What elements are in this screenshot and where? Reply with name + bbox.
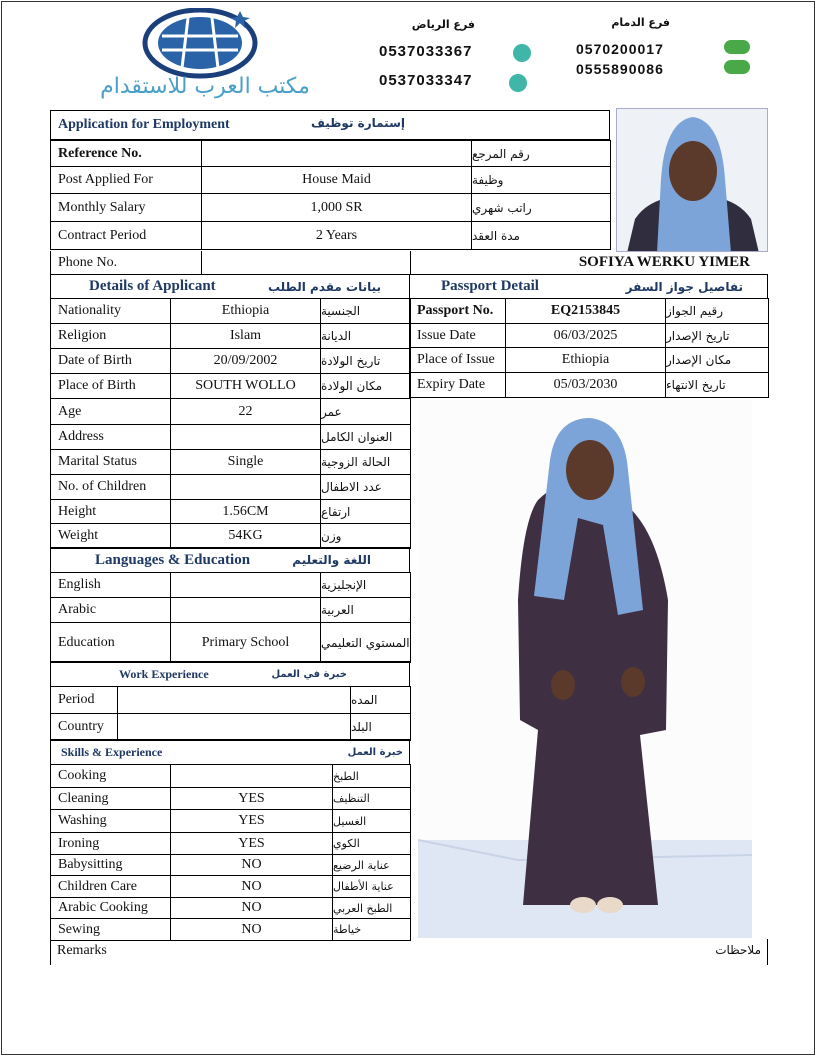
contract-value: 2 Years	[201, 221, 472, 250]
languages-title-ar: اللغة والتعليم	[292, 553, 371, 567]
details-row-6-label: Address	[50, 424, 171, 450]
skills-row-6-value: NO	[170, 875, 333, 898]
skills-row-2-value: YES	[170, 787, 333, 810]
skills-row-1-label-ar: الطبخ	[332, 764, 411, 788]
skills-row-3-label: Washing	[50, 809, 171, 833]
company-logo	[140, 8, 260, 83]
skills-row-3-value: YES	[170, 809, 333, 833]
passport-row-1-label-ar: رقيم الجواز	[665, 298, 769, 324]
skills-row-6-label: Children Care	[50, 875, 171, 898]
skills-row-4-label-ar: الكوي	[332, 832, 411, 855]
work-header	[50, 661, 410, 687]
details-header	[50, 274, 410, 299]
form-title-en: Application for Employment	[50, 110, 610, 140]
work-row-1-label-ar: المده	[350, 686, 411, 714]
skills-title-ar: خبرة العمل	[347, 746, 403, 758]
details-row-1-label-ar: الجنسية	[320, 298, 411, 324]
passport-title-en: Passport Detail	[441, 278, 539, 294]
details-row-4-label-ar: مكان الولادة	[320, 373, 411, 399]
languages-row-2-label: Arabic	[50, 597, 171, 623]
salary-label-ar: راتب شهري	[471, 193, 611, 222]
post-label-ar: وظيفة	[471, 166, 611, 194]
skills-row-4-value: YES	[170, 832, 333, 855]
passport-row-3-value: Ethiopia	[505, 347, 666, 373]
languages-row-2-value	[170, 597, 321, 623]
contract-label-ar: مدة العقد	[471, 221, 611, 250]
details-row-9-label: Height	[50, 499, 171, 524]
skills-row-7-label-ar: الطبخ العربي	[332, 897, 411, 919]
passport-row-1-label: Passport No.	[409, 298, 506, 324]
salary-label: Monthly Salary	[50, 193, 202, 222]
whatsapp-icon	[513, 44, 531, 62]
whatsapp-icon	[509, 74, 527, 92]
passport-header	[409, 274, 768, 299]
skills-row-6-label-ar: عناية الأطفال	[332, 875, 411, 898]
details-row-3-label: Date of Birth	[50, 348, 171, 374]
passport-row-4-value: 05/03/2030	[505, 372, 666, 398]
details-row-2-value: Islam	[170, 323, 321, 349]
skills-title-en: Skills & Experience	[61, 744, 163, 759]
skills-header	[50, 739, 410, 765]
details-row-1-label: Nationality	[50, 298, 171, 324]
passport-row-2-value: 06/03/2025	[505, 323, 666, 348]
reference-label: Reference No.	[50, 140, 202, 167]
languages-row-3-value: Primary School	[170, 622, 321, 663]
skills-row-8-label: Sewing	[50, 918, 171, 941]
details-row-7-label: Marital Status	[50, 449, 171, 475]
details-row-3-value: 20/09/2002	[170, 348, 321, 374]
skills-row-1-value	[170, 764, 333, 788]
form-title-ar: إستمارة توظيف	[310, 116, 405, 130]
post-value: House Maid	[201, 166, 472, 194]
contract-label: Contract Period	[50, 221, 202, 250]
work-title-ar: خبرة في العمل	[271, 668, 347, 680]
dammam-phone-1[interactable]: 0570200017	[576, 41, 664, 57]
full-body-photo	[418, 400, 752, 938]
remarks-label-ar: ملاحظات	[715, 943, 761, 957]
languages-row-1-label: English	[50, 572, 171, 598]
details-row-9-label-ar: ارتفاع	[320, 499, 411, 524]
skills-row-2-label-ar: التنظيف	[332, 787, 411, 810]
details-row-3-label-ar: تاريخ الولادة	[320, 348, 411, 374]
details-row-7-label-ar: الحالة الزوجية	[320, 449, 411, 475]
company-name: مكتب العرب للاستقدام	[100, 74, 310, 99]
work-row-2-label: Country	[50, 713, 118, 741]
passport-row-3-label: Place of Issue	[409, 347, 506, 373]
passport-row-2-label-ar: تاريخ الإصدار	[665, 323, 769, 348]
reference-value	[201, 140, 472, 167]
phone-call-icon	[724, 40, 750, 54]
details-row-6-label-ar: العنوان الكامل	[320, 424, 411, 450]
details-row-10-label: Weight	[50, 523, 171, 549]
passport-row-4-label-ar: تاريخ الانتهاء	[665, 372, 769, 398]
post-label: Post Applied For	[50, 166, 202, 194]
details-row-5-label: Age	[50, 398, 171, 425]
skills-row-8-value: NO	[170, 918, 333, 941]
details-row-9-value: 1.56CM	[170, 499, 321, 524]
work-row-2-label-ar: البلد	[350, 713, 411, 741]
details-row-6-value	[170, 424, 321, 450]
phone-label: Phone No.	[50, 251, 202, 275]
skills-row-7-label: Arabic Cooking	[50, 897, 171, 919]
details-row-4-value: SOUTH WOLLO	[170, 373, 321, 399]
skills-row-4-label: Ironing	[50, 832, 171, 855]
skills-row-5-label-ar: عناية الرضيع	[332, 854, 411, 876]
details-row-4-label: Place of Birth	[50, 373, 171, 399]
languages-row-1-label-ar: الإنجليزية	[320, 572, 411, 598]
skills-row-8-label-ar: خياطة	[332, 918, 411, 941]
riyadh-branch-label: فرع الرياض	[411, 18, 475, 31]
phone-call-icon	[724, 60, 750, 74]
work-row-1-value	[117, 686, 351, 714]
salary-value: 1,000 SR	[201, 193, 472, 222]
phone-value	[201, 251, 411, 275]
passport-row-3-label-ar: مكان الإصدار	[665, 347, 769, 373]
details-row-2-label-ar: الديانة	[320, 323, 411, 349]
skills-row-7-value: NO	[170, 897, 333, 919]
details-title-en: Details of Applicant	[89, 278, 216, 294]
remarks-label: Remarks	[57, 943, 107, 958]
skills-row-5-label: Babysitting	[50, 854, 171, 876]
skills-row-1-label: Cooking	[50, 764, 171, 788]
passport-row-2-label: Issue Date	[409, 323, 506, 348]
skills-row-3-label-ar: الغسيل	[332, 809, 411, 833]
details-title-ar: بيانات مقدم الطلب	[267, 279, 381, 294]
details-row-2-label: Religion	[50, 323, 171, 349]
headshot-photo	[616, 108, 768, 252]
details-row-1-value: Ethiopia	[170, 298, 321, 324]
reference-label-ar: رقم المرجع	[471, 140, 611, 167]
passport-title-ar: تفاصيل جواز السفر	[625, 279, 743, 294]
remarks-row	[50, 939, 768, 965]
skills-row-2-label: Cleaning	[50, 787, 171, 810]
applicant-name: SOFIYA WERKU YIMER	[578, 254, 750, 270]
details-row-10-value: 54KG	[170, 523, 321, 549]
details-row-8-value	[170, 474, 321, 500]
languages-row-2-label-ar: العربية	[320, 597, 411, 623]
skills-row-5-value: NO	[170, 854, 333, 876]
languages-row-3-label: Education	[50, 622, 171, 663]
dammam-phone-2[interactable]: 0555890086	[576, 61, 664, 77]
dammam-branch-label: فرع الدمام	[611, 16, 670, 29]
passport-row-4-label: Expiry Date	[409, 372, 506, 398]
work-title-en: Work Experience	[119, 666, 209, 681]
details-row-7-value: Single	[170, 449, 321, 475]
languages-header	[50, 547, 410, 573]
details-row-8-label: No. of Children	[50, 474, 171, 500]
languages-row-1-value	[170, 572, 321, 598]
work-row-1-label: Period	[50, 686, 118, 714]
globe-logo-icon	[140, 8, 260, 83]
details-row-5-value: 22	[170, 398, 321, 425]
riyadh-phone-2[interactable]: 0537033347	[379, 72, 473, 89]
languages-row-3-label-ar: المستوي التعليمي	[320, 622, 411, 663]
passport-row-1-value: EQ2153845	[505, 298, 666, 324]
riyadh-phone-1[interactable]: 0537033367	[379, 43, 473, 60]
details-row-8-label-ar: عدد الاطفال	[320, 474, 411, 500]
languages-title-en: Languages & Education	[95, 551, 251, 568]
details-row-10-label-ar: وزن	[320, 523, 411, 549]
work-row-2-value	[117, 713, 351, 741]
details-row-5-label-ar: عمر	[320, 398, 411, 425]
